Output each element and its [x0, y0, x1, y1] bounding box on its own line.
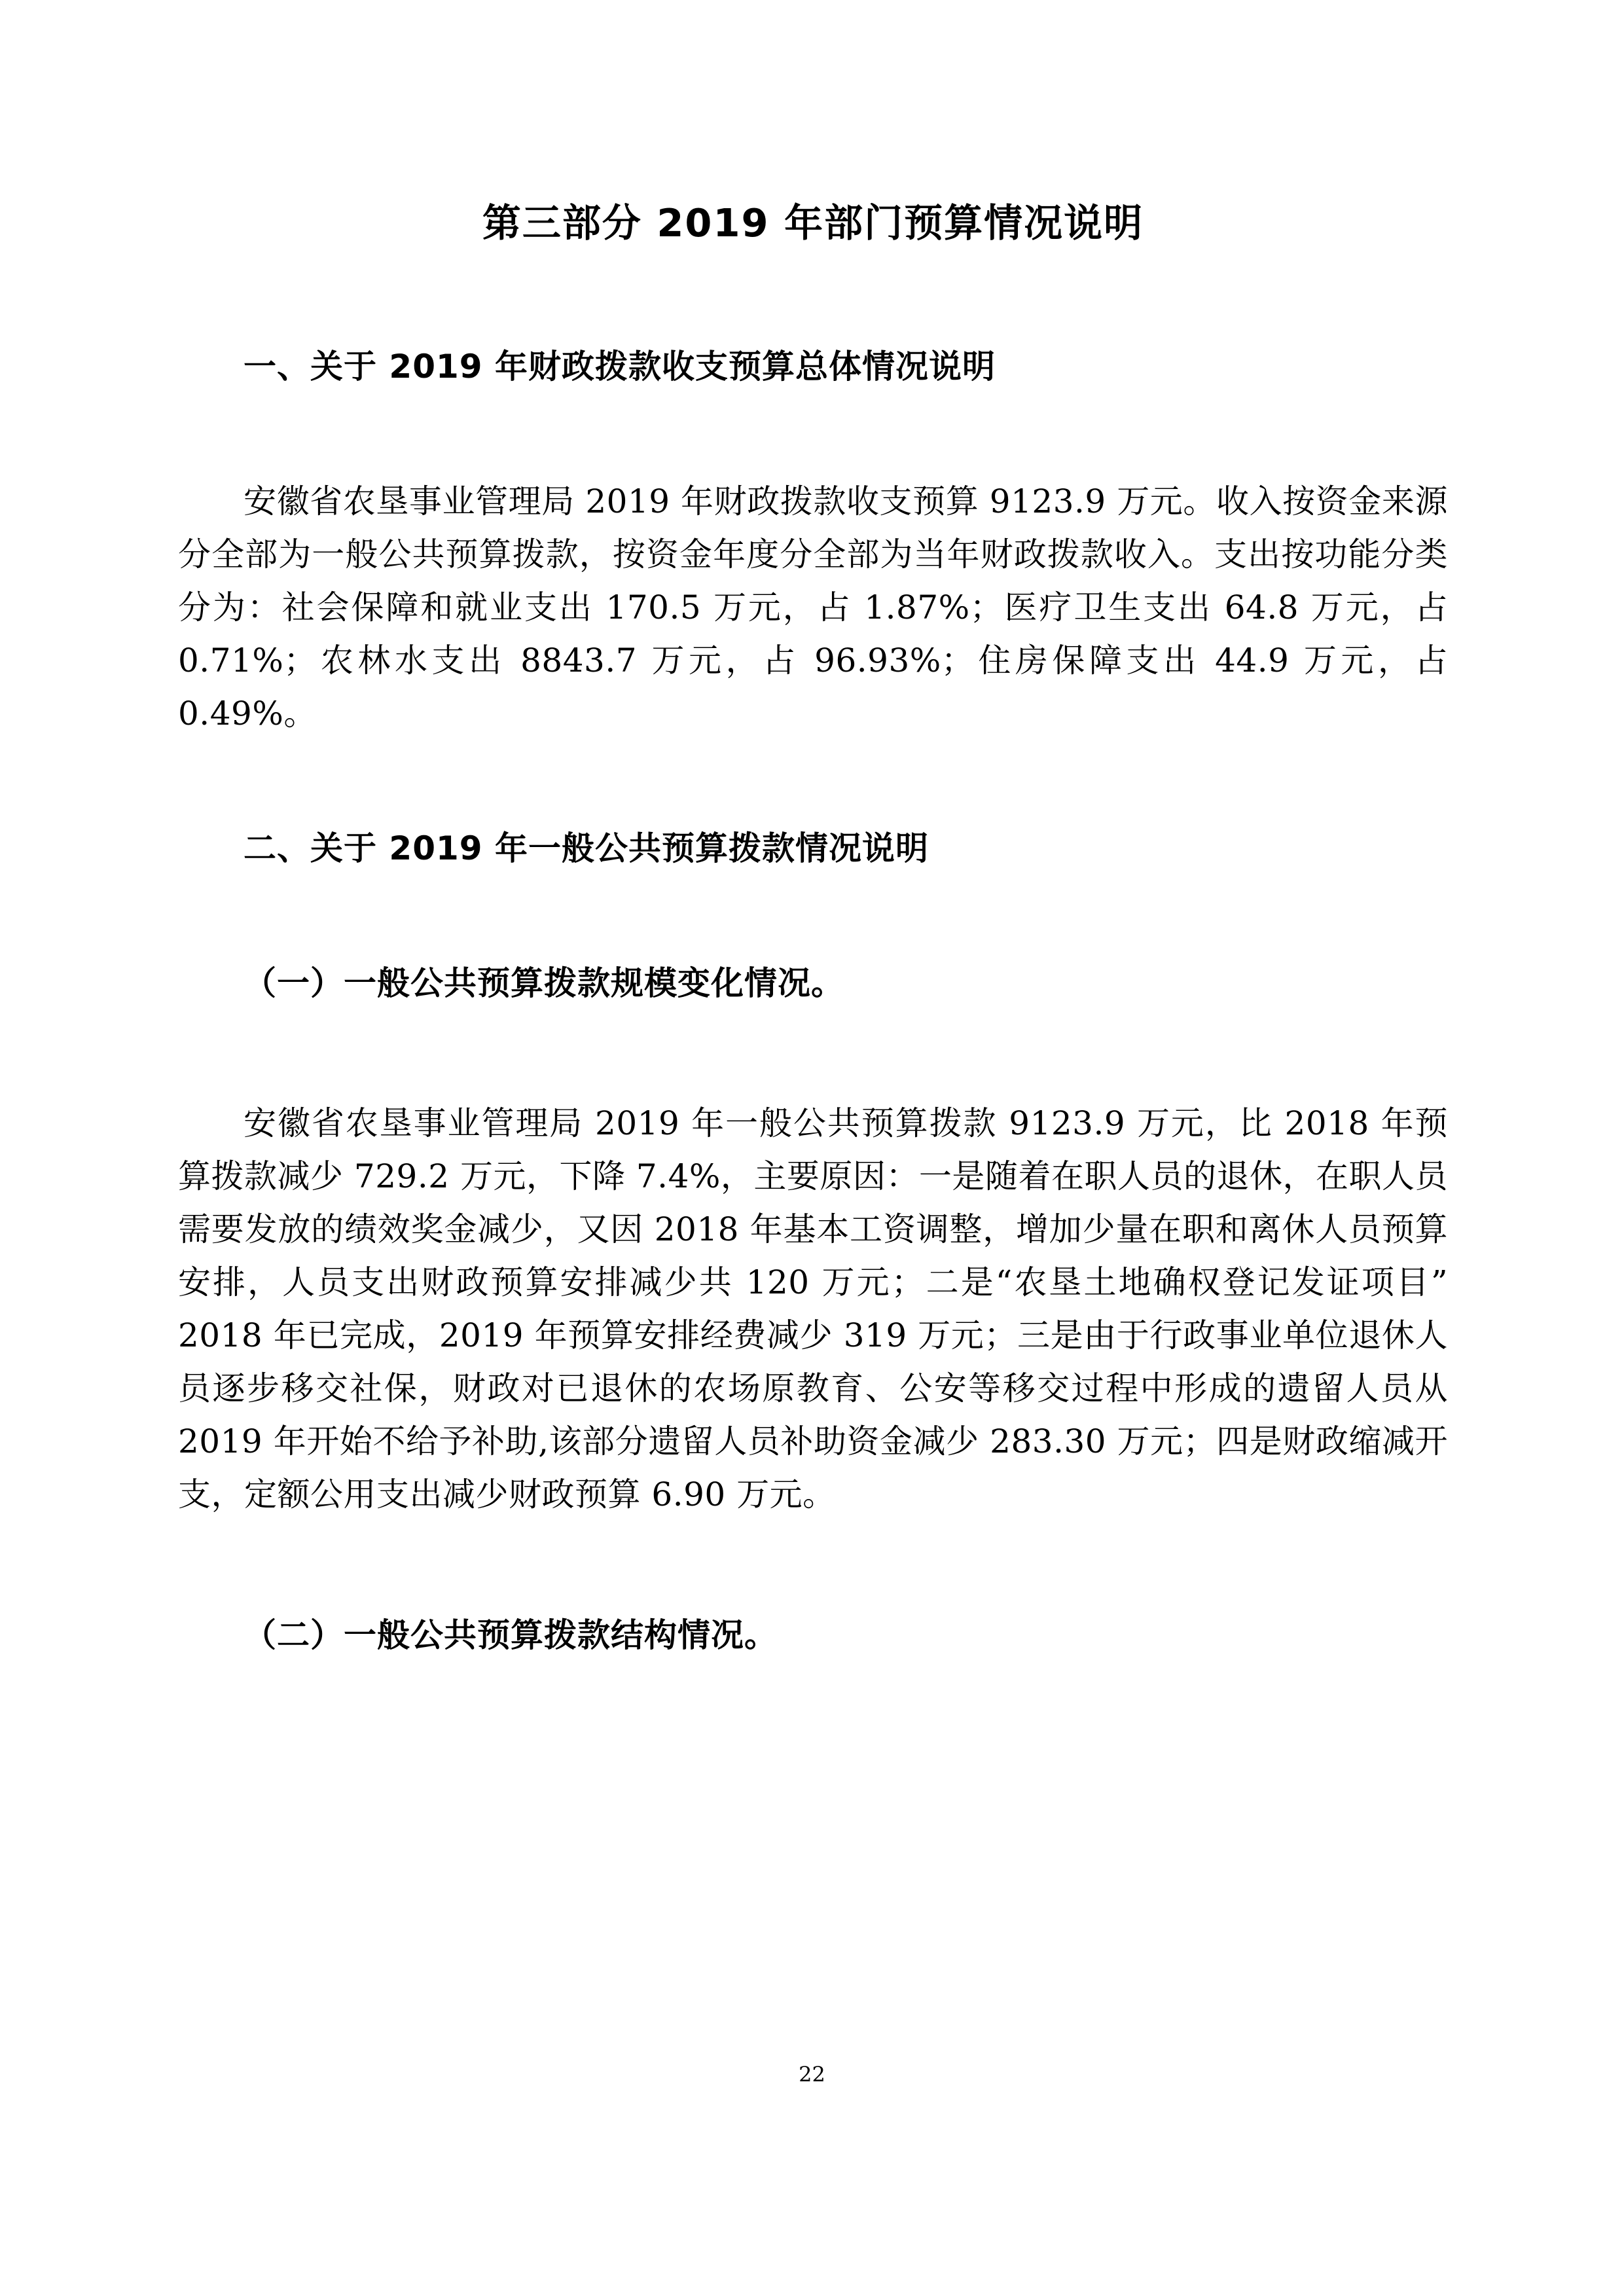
subsection-one-paragraph: 安徽省农垦事业管理局 2019 年一般公共预算拨款 9123.9 万元，比 2018 年预算拨款减少 729.2 万元，下降 7.4%，主要原因：一是随着在职人员的退休，在职人员需要发放的绩效奖金减少，又因 2018 年基本工资调整，增加少量在职和离休人员预算安排，人员支出财政预算安排减少共 120 万元；二是“农垦土地确权登记发证项目”2018 年已完成，2019 年预算安排经费减少 319 万元；三是由于行政事业单位退休人员逐步移交社保，财政对已退休的农场原教育、公安等移交过程中形成的遗留人员从 2019 年开始不给予补助,该部分遗留人员补助资金减少 283.30 万元；四是财政缩减开支，定额公用支出减少财政预算 6.90 万元。 — [178, 1104, 1448, 1513]
section-one-paragraph: 安徽省农垦事业管理局 2019 年财政拨款收支预算 9123.9 万元。收入按资金来源分全部为一般公共预算拨款，按资金年度分全部为当年财政拨款收入。支出按功能分类分为：社会保障和就业支出 170.5 万元，占 1.87%；医疗卫生支出 64.8 万元，占 0.71%；农林水支出 8843.7 万元，占 96.93%；住房保障支出 44.9 万元，占 0.49%。 — [178, 482, 1448, 732]
page-number: 22 — [799, 2062, 825, 2087]
spacer — [178, 773, 1448, 795]
spacer — [178, 251, 1448, 314]
spacer — [178, 1042, 1448, 1064]
subsection-heading-one: （一）一般公共预算拨款规模变化情况。 — [244, 963, 844, 1002]
page-content — [178, 0, 1448, 1694]
page-title: 第三部分 2019 年部门预算情况说明 — [482, 200, 1144, 245]
spacer — [178, 420, 1448, 443]
subsection-heading-two: （二）一般公共预算拨款结构情况。 — [244, 1615, 778, 1654]
section-heading-one: 一、关于 2019 年财政拨款收支预算总体情况说明 — [244, 348, 996, 386]
spacer — [178, 902, 1448, 924]
section-heading-two: 二、关于 2019 年一般公共预算拨款情况说明 — [244, 829, 929, 868]
spacer — [178, 1554, 1448, 1576]
